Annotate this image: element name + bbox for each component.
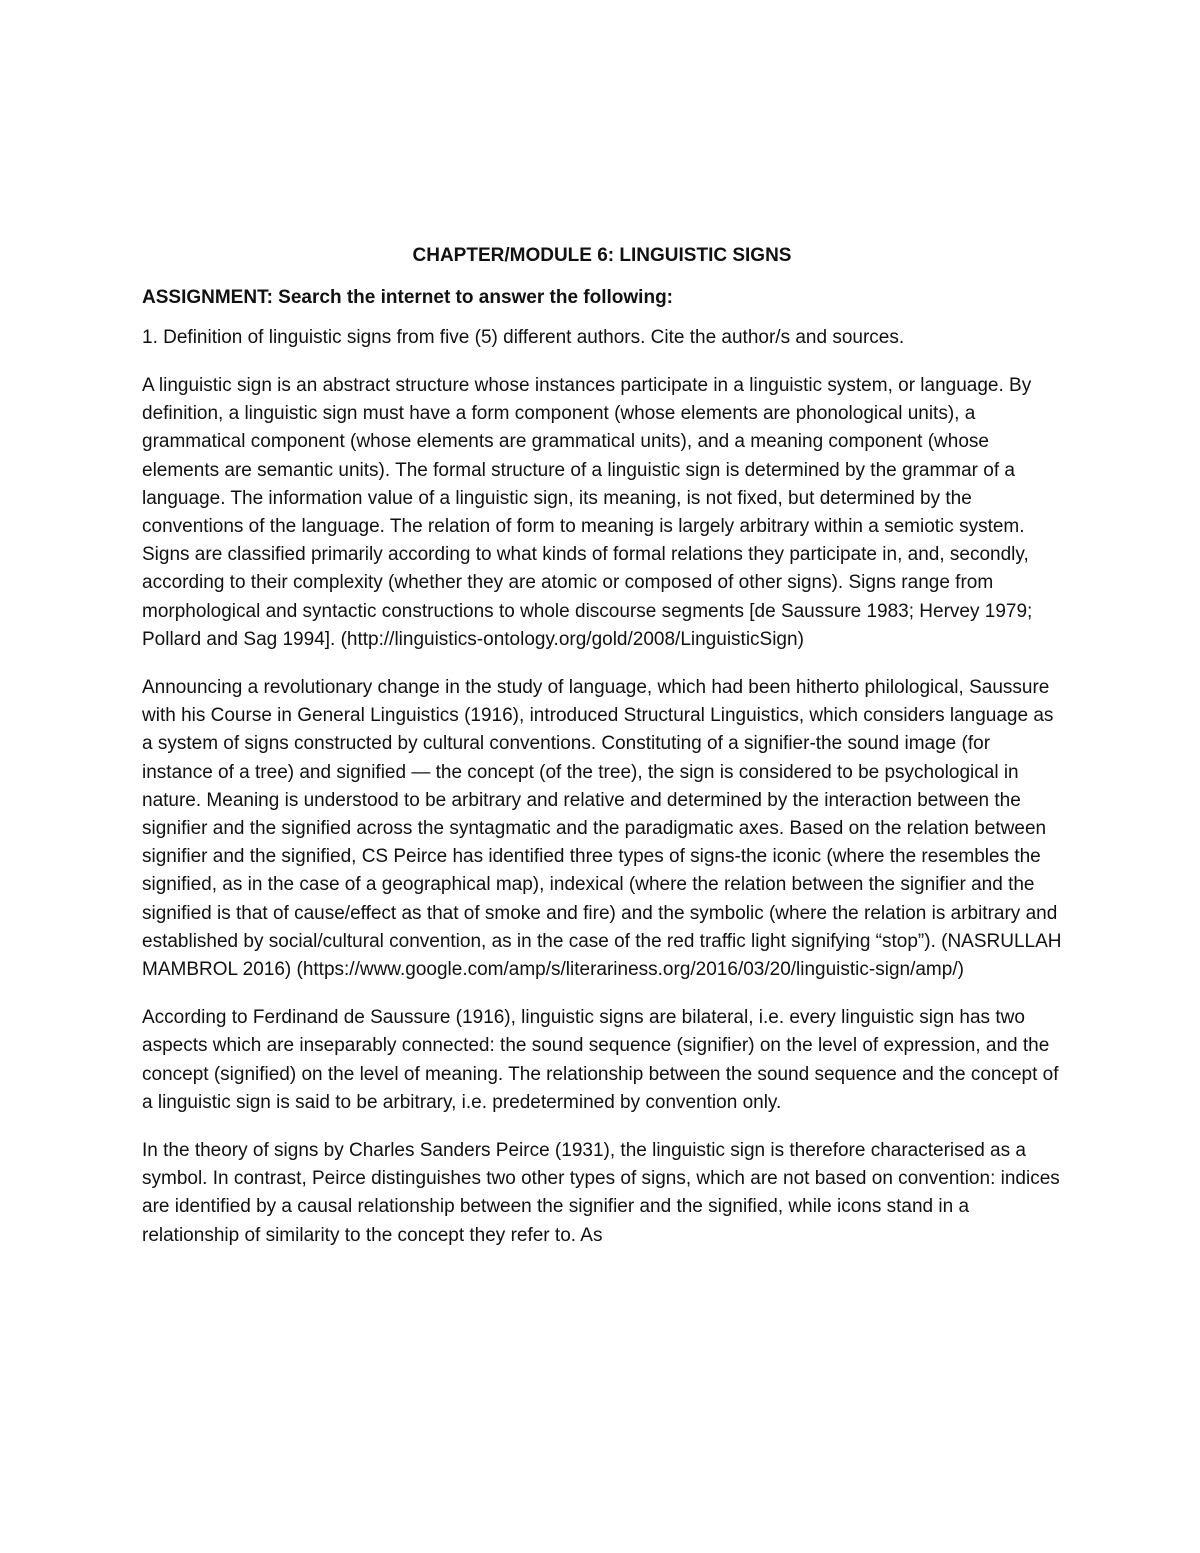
question-1: 1. Definition of linguistic signs from five (5) different authors. Cite the author/s and sources. bbox=[142, 327, 905, 348]
document-body bbox=[142, 242, 1062, 1270]
paragraph-definition-3: According to Ferdinand de Saussure (1916), linguistic signs are bilateral, i.e. every linguistic sign has two aspects which are inseparably connected: the sound sequence (signifier) on the level of expression, and the concept (signified) on the level of meaning. The relationship between the sound sequence and the concept of a linguistic sign is said to be arbitrary, i.e. predetermined by convention only. bbox=[142, 1007, 1059, 1113]
paragraph-definition-1: A linguistic sign is an abstract structure whose instances participate in a linguistic system, or language. By definition, a linguistic sign must have a form component (whose elements are phonological units), a grammatical component (whose elements are grammatical units), and a meaning component (whose elements are semantic units). The formal structure of a linguistic sign is determined by the grammar of a language. The information value of a linguistic sign, its meaning, is not fixed, but determined by the conventions of the language. The relation of form to meaning is largely arbitrary within a semiotic system. Signs are classified primarily according to what kinds of formal relations they participate in, and, secondly, according to their complexity (whether they are atomic or composed of other signs). Signs range from morphological and syntactic constructions to whole discourse segments [de Saussure 1983; Hervey 1979; Pollard and Sag 1994]. (http://linguistics-ontology.org/gold/2008/LinguisticSign) bbox=[142, 375, 1033, 650]
chapter-title: CHAPTER/MODULE 6: LINGUISTIC SIGNS bbox=[412, 245, 792, 266]
assignment-heading: ASSIGNMENT: Search the internet to answer the following: bbox=[142, 287, 673, 308]
paragraph-definition-2: Announcing a revolutionary change in the study of language, which had been hitherto philological, Saussure with his Course in General Linguistics (1916), introduced Structural Linguistics, which considers language as a system of signs constructed by cultural conventions. Constituting of a signifier-the sound image (for instance of a tree) and signified — the concept (of the tree), the sign is considered to be psychological in nature. Meaning is understood to be arbitrary and relative and determined by the interaction between the signifier and the signified across the syntagmatic and the paradigmatic axes. Based on the relation between signifier and the signified, CS Peirce has identified three types of signs-the iconic (where the resembles the signified, as in the case of a geographical map), indexical (where the relation between the signifier and the signified is that of cause/effect as that of smoke and fire) and the symbolic (where the relation is arbitrary and established by social/cultural convention, as in the case of the red traffic light signifying “stop”). (NASRULLAH MAMBROL 2016) (https://www.google.com/amp/s/literariness.org/2016/03/20/linguistic-sign/amp/) bbox=[142, 677, 1062, 981]
paragraph-definition-4: In the theory of signs by Charles Sanders Peirce (1931), the linguistic sign is therefore characterised as a symbol. In contrast, Peirce distinguishes two other types of signs, which are not based on convention: indices are identified by a causal relationship between the signifier and the signified, while icons stand in a relationship of similarity to the concept they refer to. As bbox=[142, 1140, 1060, 1246]
